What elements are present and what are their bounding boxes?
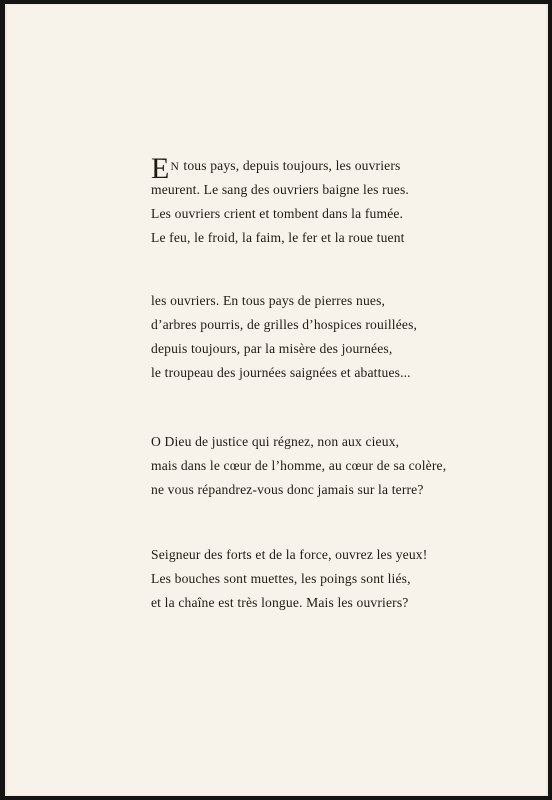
stanza-4 [151, 543, 481, 615]
poem-line: Les bouches sont muettes, les poings sont liés, [151, 571, 411, 586]
poem-line: Les ouvriers crient et tombent dans la fumée. [151, 206, 404, 221]
poem-line: meurent. Le sang des ouvriers baigne les rues. [151, 182, 409, 197]
stanza-3 [151, 430, 481, 502]
poem-line: d’arbres pourris, de grilles d’hospices rouillées, [151, 317, 418, 332]
poem-line: mais dans le cœur de l’homme, au cœur de sa colère, [151, 458, 447, 473]
stanza-2 [151, 289, 481, 385]
stanza-1 [151, 154, 481, 250]
poem-line: le troupeau des journées saignées et abattues... [151, 365, 411, 380]
poem-line: depuis toujours, par la misère des journées, [151, 341, 393, 356]
paper-sheet [5, 4, 548, 796]
poem-line: Seigneur des forts et de la force, ouvrez les yeux! [151, 547, 428, 562]
small-cap-letter: N [170, 161, 180, 173]
drop-cap: E [151, 152, 170, 185]
poem-line: les ouvriers. En tous pays de pierres nues, [151, 293, 386, 308]
poem-line: et la chaîne est très longue. Mais les ouvriers? [151, 595, 409, 610]
poem-line [151, 152, 481, 185]
poem-line: Le feu, le froid, la faim, le fer et la roue tuent [151, 230, 405, 245]
first-line-text: tous pays, depuis toujours, les ouvriers [183, 158, 401, 173]
poem-line: O Dieu de justice qui régnez, non aux cieux, [151, 434, 400, 449]
poem-line: ne vous répandrez-vous donc jamais sur la terre? [151, 482, 424, 497]
